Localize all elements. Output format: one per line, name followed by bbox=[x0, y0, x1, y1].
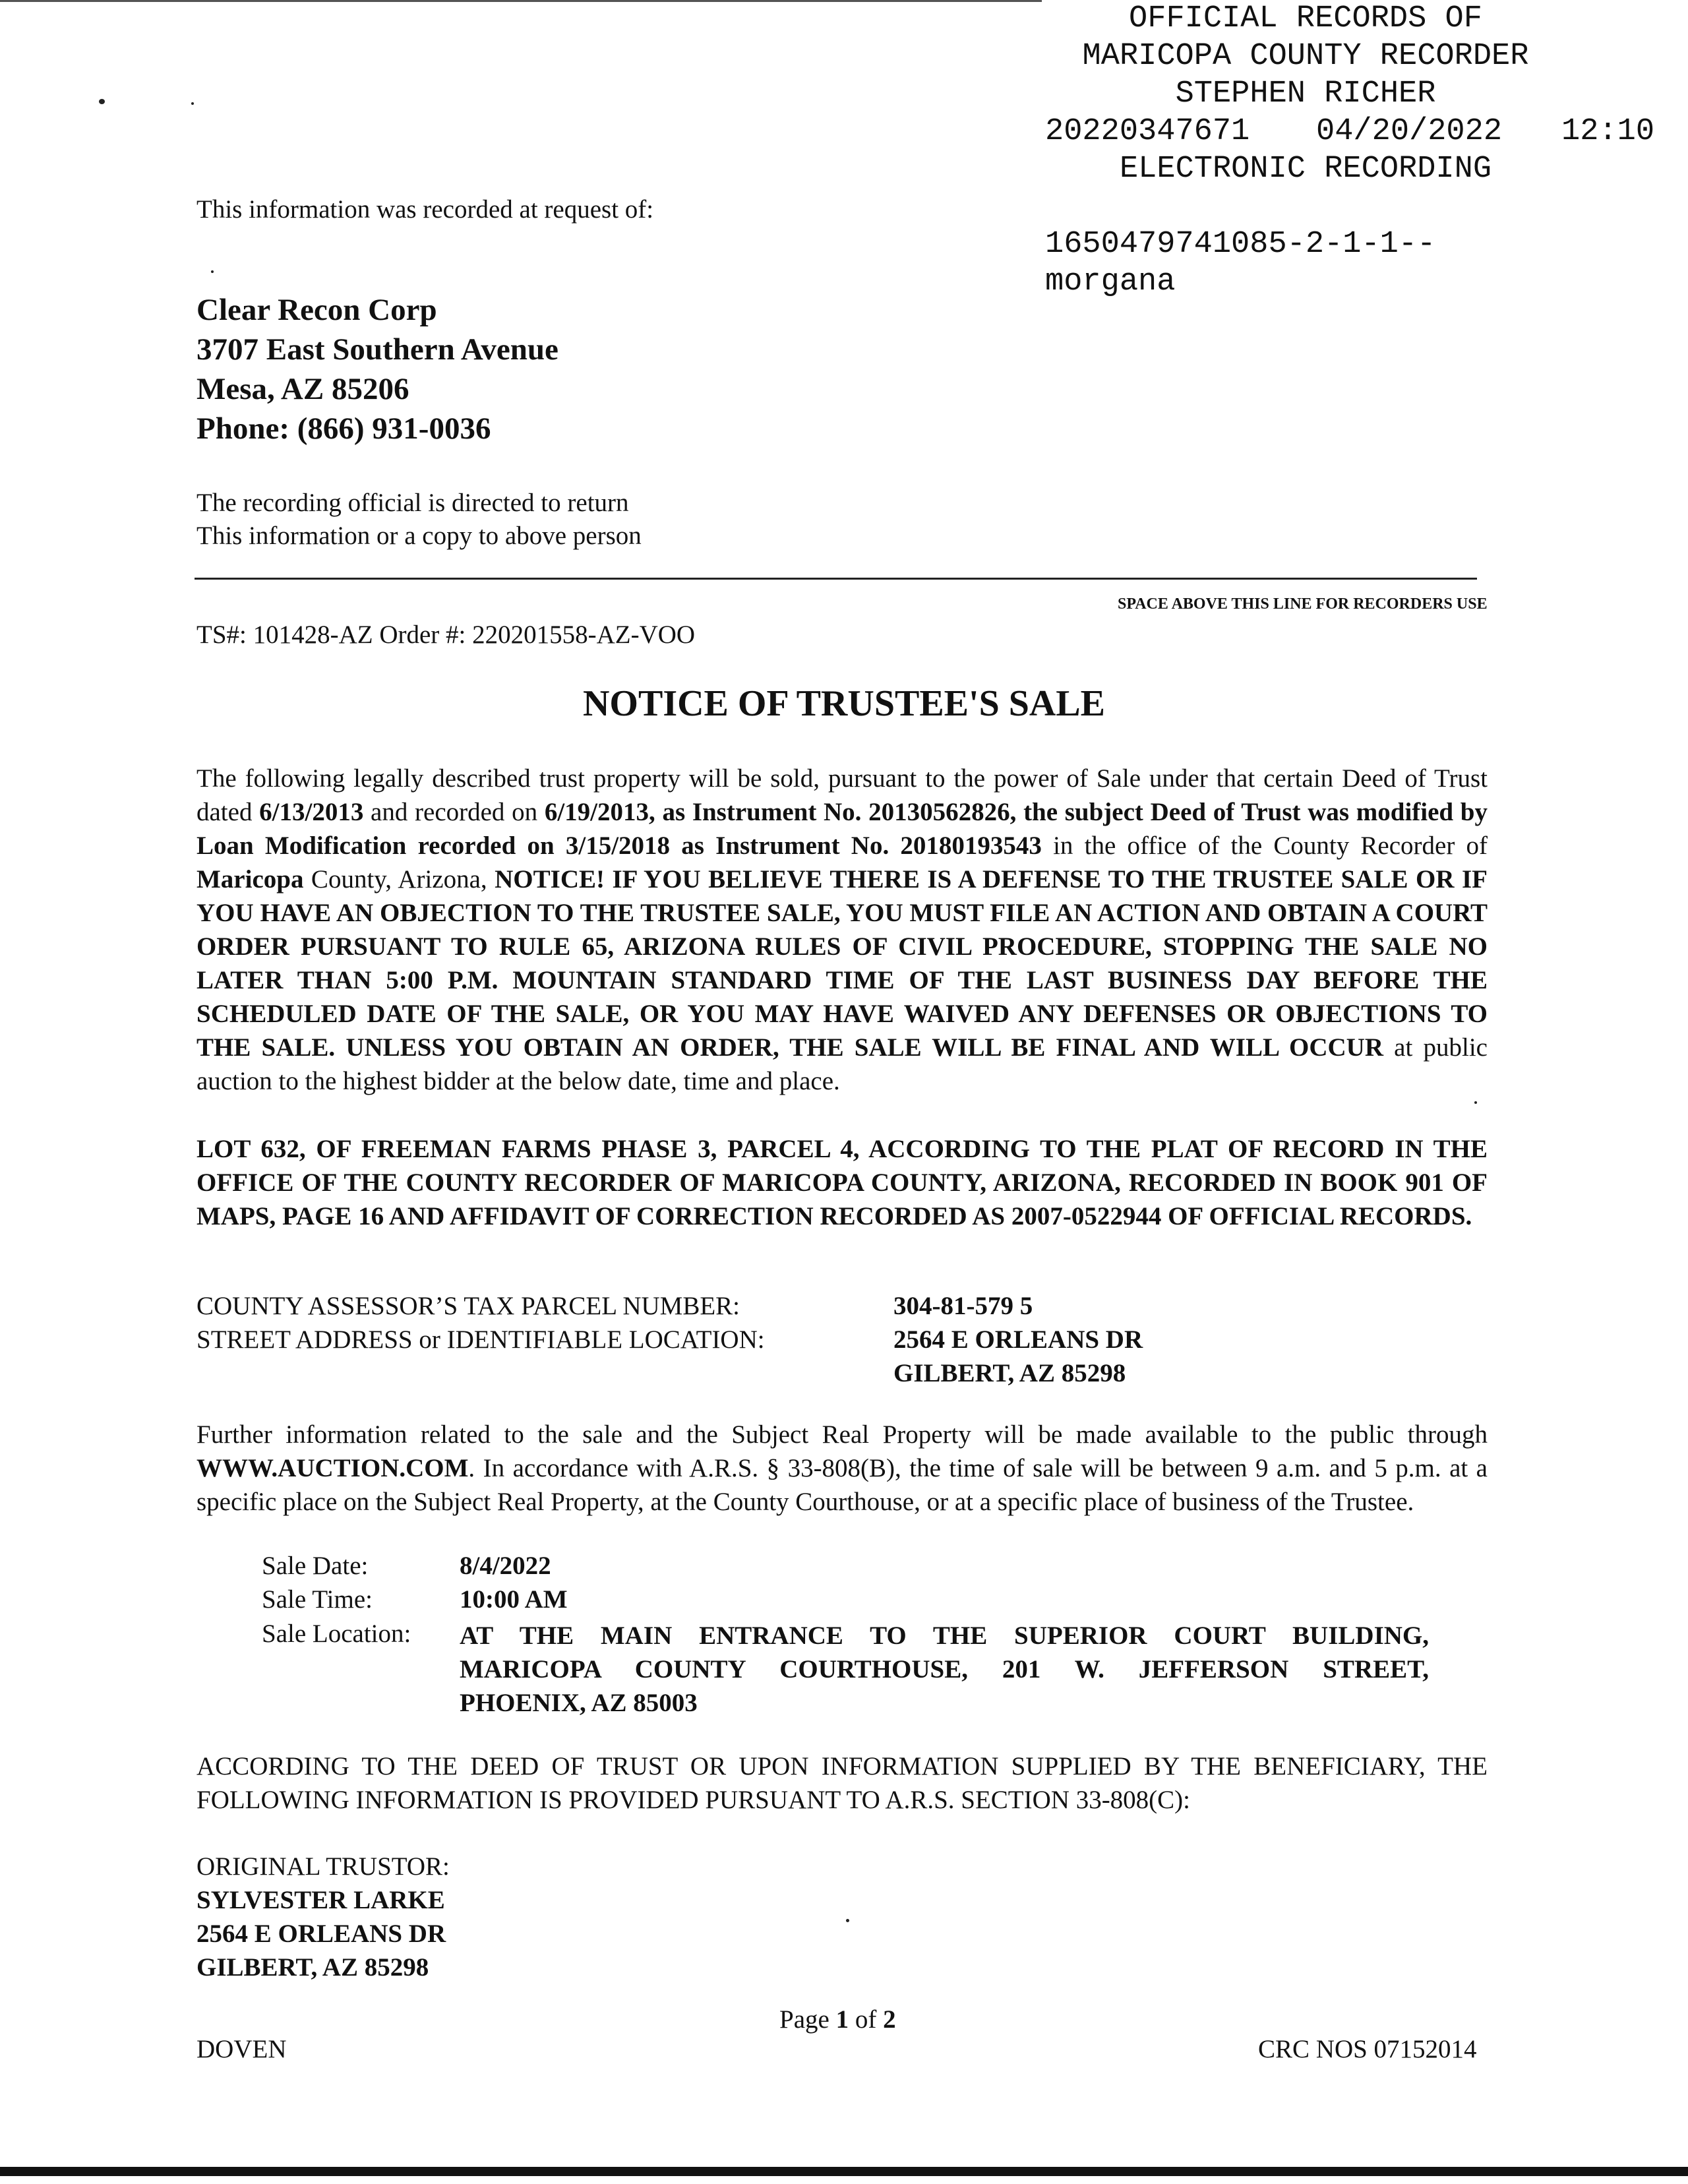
trustor-city: GILBERT, AZ 85298 bbox=[196, 1953, 429, 1982]
address-label: STREET ADDRESS or IDENTIFIABLE LOCATION: bbox=[196, 1325, 765, 1354]
sale-time-value: 10:00 AM bbox=[460, 1585, 568, 1614]
para1-text-4: County, Arizona, bbox=[303, 865, 495, 894]
stamp-user: morgana bbox=[1045, 264, 1176, 299]
sale-location-value bbox=[460, 1619, 1429, 1720]
parcel-values bbox=[893, 1289, 1143, 1390]
footer-left-code: DOVEN bbox=[196, 2035, 287, 2063]
legal-description: LOT 632, OF FREEMAN FARMS PHASE 3, PARCEL 4, ACCORDING TO THE PLAT OF RECORD IN THE OFFICE OF THE COUNTY RECORDER OF MARICOPA COUNTY, ARIZONA, RECORDED IN BOOK 901 OF MAPS, PAGE 16 AND AFFIDAVIT OF CORRECTION RECORDED AS 2007-0522944 OF OFFICIAL RECORDS. bbox=[196, 1135, 1488, 1230]
stamp-line-3: STEPHEN RICHER bbox=[1175, 76, 1436, 111]
stamp-line-1: OFFICIAL RECORDS OF bbox=[1129, 1, 1482, 36]
sale-location-label: Sale Location: bbox=[262, 1620, 411, 1648]
sale-location-line-1: AT THE MAIN ENTRANCE TO THE SUPERIOR COURT BUILDING, bbox=[460, 1622, 1429, 1650]
scan-speck bbox=[1474, 1101, 1477, 1104]
sale-location-line-3: PHOENIX, AZ 85003 bbox=[460, 1689, 698, 1717]
para2-text-2: . In accordance with A.R.S. § 33-808(B), the time of sale will be between 9 a.m. and 5 p.m. at a specific place on the Subject Real Property, at the County Courthouse, or at a specific place of business of the Trustee. bbox=[196, 1454, 1488, 1516]
requester-phone: Phone: (866) 931-0036 bbox=[196, 411, 491, 446]
page-current: 1 bbox=[835, 2005, 849, 2034]
according-paragraph: ACCORDING TO THE DEED OF TRUST OR UPON INFORMATION SUPPLIED BY THE BENEFICIARY, THE FOLLOWING INFORMATION IS PROVIDED PURSUANT TO A.R.S. SECTION 33-808(C): bbox=[196, 1752, 1488, 1814]
requester-company: Clear Recon Corp bbox=[196, 293, 437, 327]
further-info-paragraph bbox=[196, 1418, 1488, 1519]
stamp-batch-id: 1650479741085-2-1-1-- bbox=[1045, 227, 1436, 262]
request-label: This information was recorded at request of: bbox=[196, 195, 654, 224]
para1-text-1: The following legally described trust property will be sold, pursuant to the power of Sale under that certain Deed of Trust dated bbox=[196, 764, 1488, 826]
address-line-1: 2564 E ORLEANS DR bbox=[893, 1325, 1143, 1354]
return-line-1: The recording official is directed to return bbox=[196, 489, 629, 517]
sale-time-label: Sale Time: bbox=[262, 1585, 373, 1614]
stamp-doc-number: 20220347671 bbox=[1045, 114, 1250, 149]
original-trustor bbox=[196, 1850, 450, 1984]
stamp-time: 12:10 bbox=[1561, 114, 1655, 149]
scan-speck bbox=[99, 99, 105, 104]
scan-speck bbox=[191, 102, 194, 105]
scan-speck bbox=[846, 1919, 849, 1922]
recorder-use-divider bbox=[195, 578, 1477, 580]
parcel-labels bbox=[196, 1289, 765, 1356]
footer-form-code: CRC NOS 07152014 bbox=[1258, 2035, 1477, 2063]
trustor-label: ORIGINAL TRUSTOR: bbox=[196, 1852, 450, 1881]
sale-location-line-2: MARICOPA COUNTY COURTHOUSE, 201 W. JEFFERSON STREET, bbox=[460, 1655, 1429, 1684]
auction-site: WWW.AUCTION.COM bbox=[196, 1454, 469, 1482]
trustor-street: 2564 E ORLEANS DR bbox=[196, 1920, 446, 1948]
ts-order-line: TS#: 101428-AZ Order #: 220201558-AZ-VOO bbox=[196, 621, 696, 649]
page-prefix: Page bbox=[779, 2005, 836, 2034]
space-above-note: SPACE ABOVE THIS LINE FOR RECORDERS USE bbox=[1118, 595, 1488, 613]
requester-address bbox=[196, 290, 558, 448]
county-name: Maricopa bbox=[196, 865, 304, 894]
sale-notice-paragraph bbox=[196, 762, 1488, 1098]
trustor-name: SYLVESTER LARKE bbox=[196, 1886, 445, 1914]
stamp-line-2: MARICOPA COUNTY RECORDER bbox=[1082, 39, 1529, 74]
return-instructions bbox=[196, 487, 642, 553]
requester-street: 3707 East Southern Avenue bbox=[196, 332, 558, 367]
notice-warning: NOTICE! IF YOU BELIEVE THERE IS A DEFENSE TO THE TRUSTEE SALE OR IF YOU HAVE AN OBJECTION TO THE TRUSTEE SALE, YOU MUST FILE AN ACTION AND OBTAIN A COURT ORDER PURSUANT TO RULE 65, ARIZONA RULES OF CIVIL PROCEDURE, STOPPING THE SALE NO LATER THAN 5:00 P.M. MOUNTAIN STANDARD TIME OF THE LAST BUSINESS DAY BEFORE THE SCHEDULED DATE OF THE SALE, OR YOU MAY HAVE WAIVED ANY DEFENSES OR OBJECTIONS TO THE SALE. UNLESS YOU OBTAIN AN ORDER, THE SALE WILL BE FINAL AND WILL OCCUR bbox=[196, 865, 1488, 1062]
para1-text-3: in the office of the County Recorder of bbox=[1041, 832, 1488, 860]
stamp-line-5: ELECTRONIC RECORDING bbox=[1119, 152, 1492, 187]
page-number bbox=[779, 2005, 896, 2034]
stamp-date: 04/20/2022 bbox=[1316, 114, 1503, 149]
scan-speck bbox=[211, 270, 214, 273]
return-line-2: This information or a copy to above person bbox=[196, 522, 642, 550]
page-total: 2 bbox=[883, 2005, 896, 2034]
sale-date-value: 8/4/2022 bbox=[460, 1552, 551, 1580]
requester-city: Mesa, AZ 85206 bbox=[196, 372, 409, 406]
para1-text-5: at public auction to the highest bidder at the below date, time and place. bbox=[196, 1033, 1488, 1095]
scan-top-line bbox=[0, 0, 1042, 2]
deed-recorded: 6/19/2013, as Instrument No. 20130562826, the subject Deed of Trust was modified by Loan Modification recorded on 3/15/2018 as Instrument No. 20180193543 bbox=[196, 798, 1488, 860]
document-title: NOTICE OF TRUSTEE'S SALE bbox=[582, 683, 1106, 724]
sale-date-label: Sale Date: bbox=[262, 1552, 369, 1580]
apn-label: COUNTY ASSESSOR’S TAX PARCEL NUMBER: bbox=[196, 1292, 740, 1320]
apn-value: 304-81-579 5 bbox=[893, 1292, 1033, 1320]
deed-dated: 6/13/2013 bbox=[259, 798, 364, 826]
scan-bottom-edge bbox=[0, 2167, 1688, 2176]
address-line-2: GILBERT, AZ 85298 bbox=[893, 1359, 1126, 1387]
para1-text-2: and recorded on bbox=[363, 798, 545, 826]
para2-text-1: Further information related to the sale and the Subject Real Property will be made available to the public through bbox=[196, 1420, 1488, 1449]
page-mid: of bbox=[849, 2005, 884, 2034]
